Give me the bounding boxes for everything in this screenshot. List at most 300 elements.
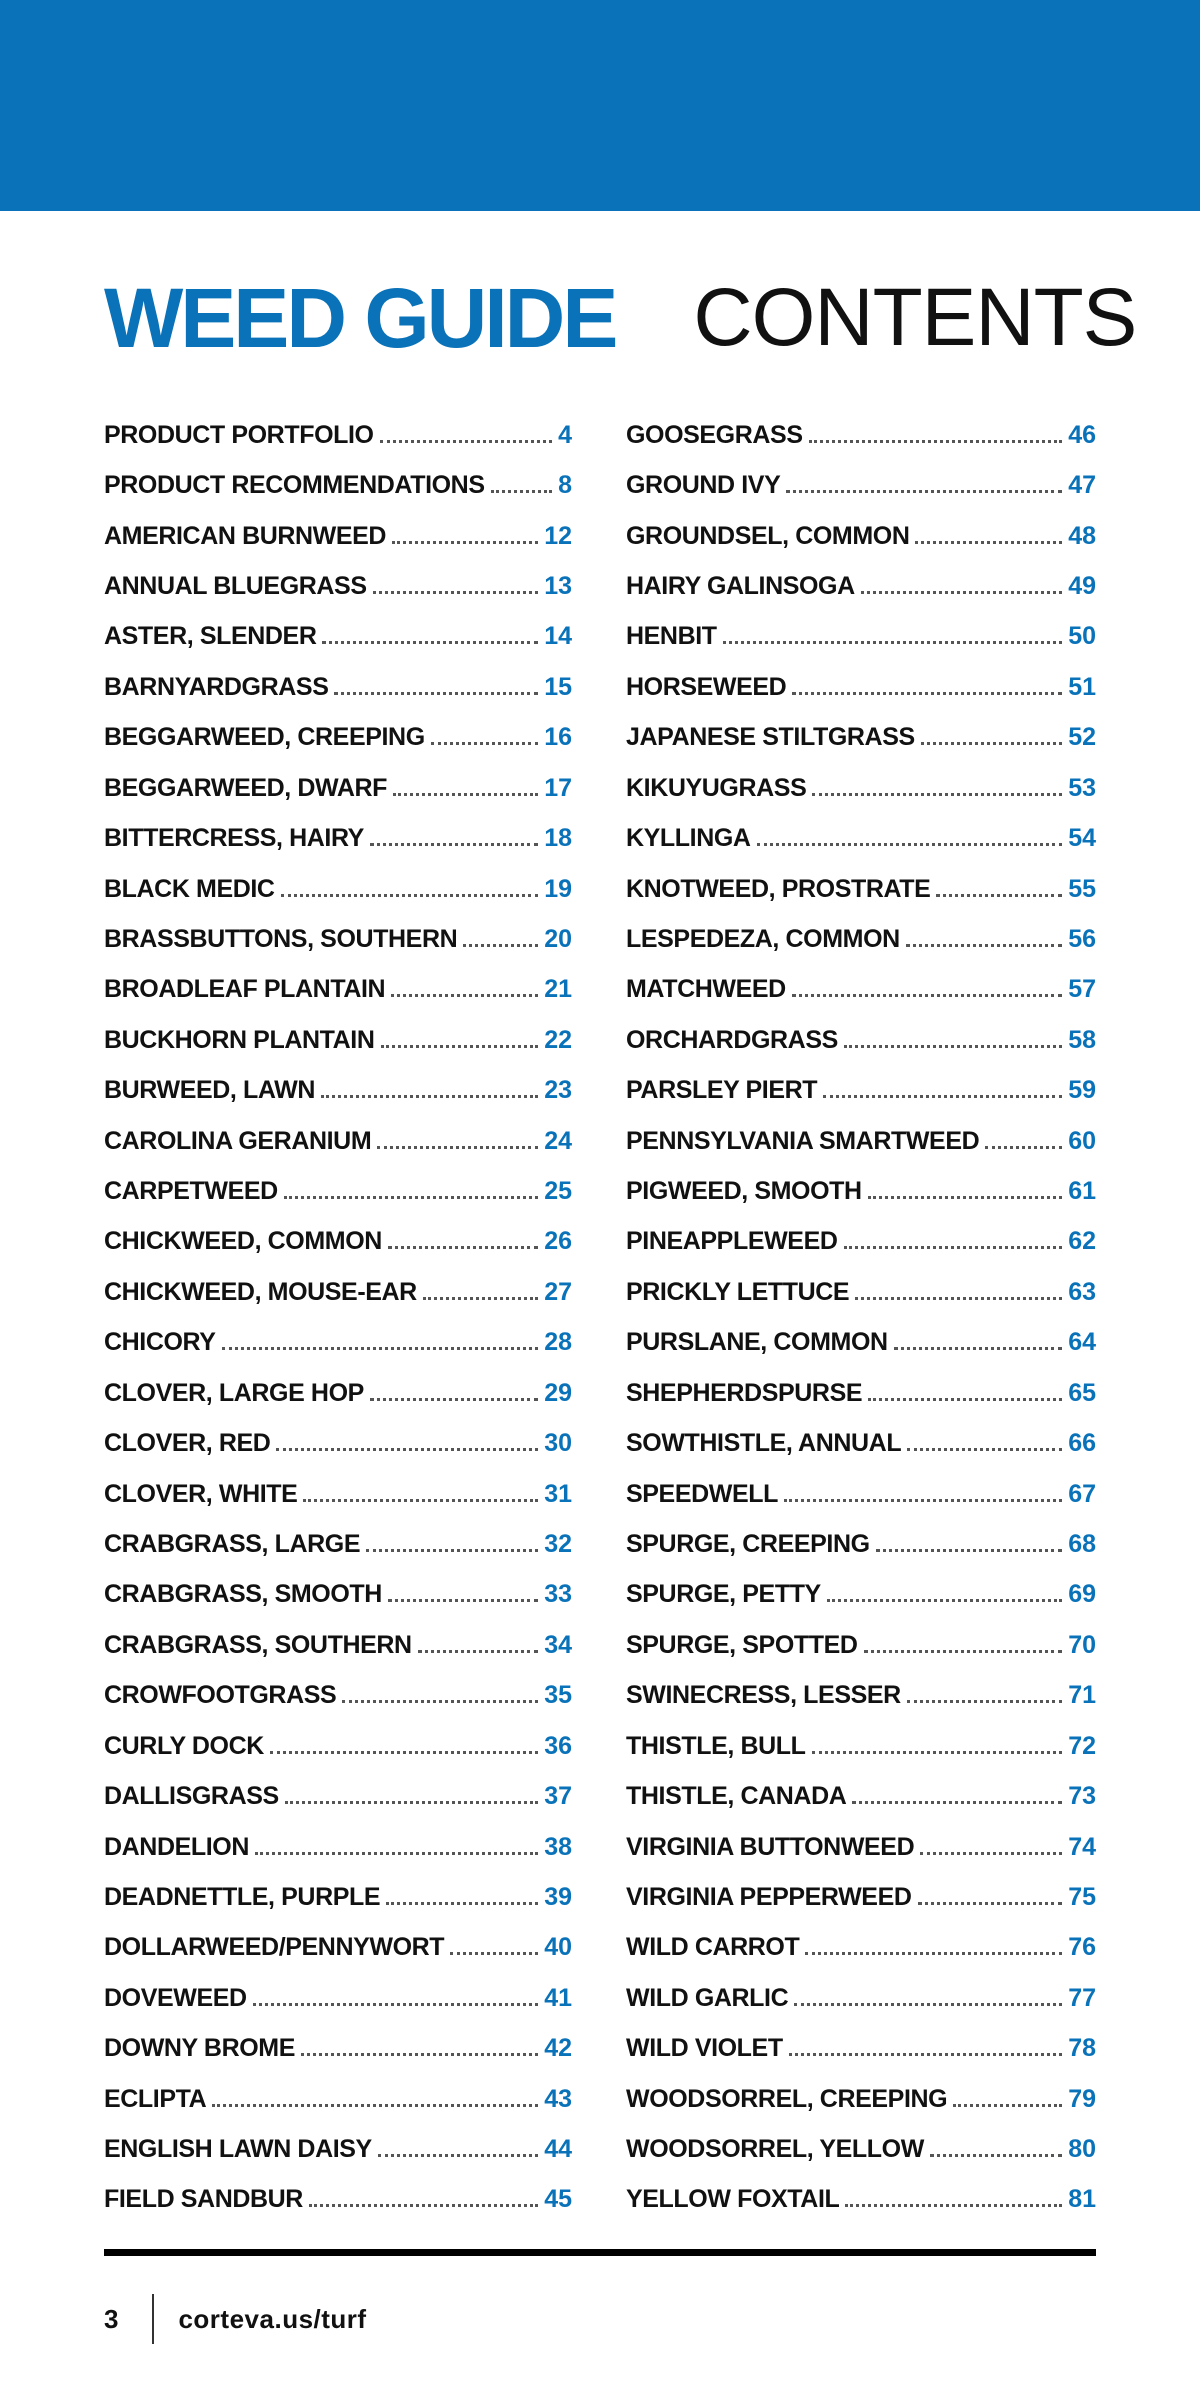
toc-entry-page: 80	[1068, 2135, 1096, 2164]
toc-entry[interactable]	[626, 763, 1096, 813]
toc-entry-name: DALLISGRASS	[104, 1782, 279, 1811]
toc-dot-leader	[270, 1751, 538, 1754]
toc-dot-leader	[303, 1499, 538, 1502]
toc-entry-name: DOLLARWEED/PENNYWORT	[104, 1933, 445, 1962]
toc-entry[interactable]	[626, 1872, 1096, 1922]
toc-entry-page: 81	[1068, 2185, 1096, 2214]
toc-dot-leader	[222, 1347, 539, 1350]
toc-dot-leader	[855, 1297, 1062, 1300]
toc-entry-page: 26	[544, 1227, 572, 1256]
toc-entry[interactable]	[104, 1318, 572, 1368]
toc-entry-page: 17	[544, 773, 572, 802]
toc-entry-page: 18	[544, 824, 572, 853]
toc-entry-page: 28	[544, 1328, 572, 1357]
toc-dot-leader	[786, 490, 1062, 493]
toc-entry[interactable]	[104, 2024, 572, 2074]
toc-entry-page: 20	[544, 924, 572, 953]
toc-entry-name: BLACK MEDIC	[104, 874, 275, 903]
toc-entry-page: 76	[1068, 1933, 1096, 1962]
toc-entry-page: 12	[544, 521, 572, 550]
toc-entry[interactable]	[626, 1418, 1096, 1468]
toc-entry-name: ENGLISH LAWN DAISY	[104, 2135, 372, 2164]
toc-entry[interactable]	[104, 460, 572, 510]
toc-entry-page: 77	[1068, 1983, 1096, 2012]
table-of-contents	[104, 410, 1096, 2225]
toc-entry[interactable]	[626, 1166, 1096, 1216]
toc-entry[interactable]	[626, 965, 1096, 1015]
toc-entry-page: 33	[544, 1580, 572, 1609]
toc-entry-page: 72	[1068, 1731, 1096, 1760]
toc-entry-page: 30	[544, 1429, 572, 1458]
toc-dot-leader	[920, 1852, 1062, 1855]
header-band	[0, 0, 1200, 211]
footer-divider	[152, 2294, 154, 2344]
toc-entry-name: DEADNETTLE, PURPLE	[104, 1882, 381, 1911]
toc-dot-leader	[906, 944, 1062, 947]
toc-entry-name: HORSEWEED	[626, 672, 787, 701]
toc-dot-leader	[827, 1599, 1062, 1602]
toc-dot-leader	[868, 1398, 1062, 1401]
toc-entry-name: BARNYARDGRASS	[104, 672, 329, 701]
toc-entry[interactable]	[104, 1065, 572, 1115]
toc-entry-page: 66	[1068, 1429, 1096, 1458]
toc-dot-leader	[784, 1499, 1062, 1502]
toc-entry-page: 79	[1068, 2084, 1096, 2113]
toc-entry-name: VIRGINIA PEPPERWEED	[626, 1882, 912, 1911]
toc-entry[interactable]	[626, 2074, 1096, 2124]
toc-entry-name: CURLY DOCK	[104, 1731, 264, 1760]
toc-dot-leader	[868, 1196, 1063, 1199]
toc-entry-name: CRABGRASS, LARGE	[104, 1529, 361, 1558]
toc-dot-leader	[861, 591, 1062, 594]
toc-entry-page: 49	[1068, 571, 1096, 600]
toc-entry-page: 65	[1068, 1378, 1096, 1407]
toc-entry[interactable]	[104, 1368, 572, 1418]
toc-entry-page: 69	[1068, 1580, 1096, 1609]
toc-entry-page: 54	[1068, 824, 1096, 853]
toc-dot-leader	[918, 1902, 1063, 1905]
toc-entry-page: 64	[1068, 1328, 1096, 1357]
toc-entry-name: HAIRY GALINSOGA	[626, 571, 855, 600]
toc-entry[interactable]	[626, 1671, 1096, 1721]
toc-entry[interactable]	[104, 864, 572, 914]
toc-entry-page: 24	[544, 1126, 572, 1155]
toc-entry-page: 35	[544, 1681, 572, 1710]
toc-entry-name: PRODUCT PORTFOLIO	[104, 420, 374, 449]
toc-entry[interactable]	[626, 1318, 1096, 1368]
toc-entry[interactable]	[626, 1519, 1096, 1569]
toc-entry[interactable]	[626, 1822, 1096, 1872]
toc-entry-name: DOVEWEED	[104, 1983, 247, 2012]
toc-dot-leader	[845, 2204, 1062, 2207]
toc-entry-name: CROWFOOTGRASS	[104, 1681, 337, 1710]
toc-entry-page: 8	[558, 471, 572, 500]
toc-entry-page: 25	[544, 1177, 572, 1206]
toc-entry-page: 4	[558, 420, 572, 449]
footer-rule	[104, 2249, 1096, 2256]
toc-dot-leader	[255, 1852, 538, 1855]
toc-column-left	[104, 410, 572, 2225]
toc-dot-leader	[907, 1700, 1062, 1703]
toc-entry-name: PRODUCT RECOMMENDATIONS	[104, 471, 485, 500]
toc-entry-page: 44	[544, 2135, 572, 2164]
toc-dot-leader	[907, 1448, 1062, 1451]
toc-entry-name: CAROLINA GERANIUM	[104, 1126, 372, 1155]
toc-entry-page: 60	[1068, 1126, 1096, 1155]
toc-entry-name: BEGGARWEED, CREEPING	[104, 723, 425, 752]
toc-entry[interactable]	[626, 2124, 1096, 2174]
toc-entry-name: THISTLE, BULL	[626, 1731, 806, 1760]
toc-entry-name: SWINECRESS, LESSER	[626, 1681, 901, 1710]
toc-entry-name: PENNSYLVANIA SMARTWEED	[626, 1126, 980, 1155]
toc-entry-name: ORCHARDGRASS	[626, 1025, 838, 1054]
toc-entry-page: 74	[1068, 1832, 1096, 1861]
toc-entry-name: AMERICAN BURNWEED	[104, 521, 387, 550]
toc-entry[interactable]	[626, 1015, 1096, 1065]
toc-entry-name: CLOVER, WHITE	[104, 1479, 298, 1508]
toc-entry[interactable]	[104, 914, 572, 964]
toc-entry[interactable]	[626, 612, 1096, 662]
toc-dot-leader	[366, 1549, 538, 1552]
toc-entry[interactable]	[104, 2175, 572, 2225]
toc-dot-leader	[936, 894, 1062, 897]
toc-entry[interactable]	[626, 1620, 1096, 1670]
toc-entry[interactable]	[104, 1620, 572, 1670]
toc-dot-leader	[276, 1448, 538, 1451]
toc-dot-leader	[334, 692, 538, 695]
toc-entry[interactable]	[104, 410, 572, 460]
toc-entry[interactable]	[626, 2024, 1096, 2074]
toc-dot-leader	[491, 490, 552, 493]
toc-dot-leader	[342, 1700, 538, 1703]
toc-entry-page: 38	[544, 1832, 572, 1861]
toc-entry-name: KIKUYUGRASS	[626, 773, 807, 802]
toc-dot-leader	[309, 2204, 538, 2207]
toc-entry-name: BUCKHORN PLANTAIN	[104, 1025, 375, 1054]
toc-entry[interactable]	[104, 1116, 572, 1166]
toc-entry[interactable]	[104, 1217, 572, 1267]
toc-entry-page: 56	[1068, 924, 1096, 953]
toc-entry-name: WOODSORREL, YELLOW	[626, 2135, 924, 2164]
toc-entry[interactable]	[626, 662, 1096, 712]
toc-entry-name: THISTLE, CANADA	[626, 1782, 847, 1811]
toc-entry-name: SHEPHERDSPURSE	[626, 1378, 863, 1407]
toc-entry-page: 71	[1068, 1681, 1096, 1710]
toc-dot-leader	[852, 1801, 1062, 1804]
toc-dot-leader	[377, 1146, 538, 1149]
toc-dot-leader	[915, 541, 1062, 544]
toc-entry-name: LESPEDEZA, COMMON	[626, 924, 900, 953]
toc-entry-page: 39	[544, 1882, 572, 1911]
toc-dot-leader	[792, 692, 1062, 695]
toc-entry-page: 21	[544, 975, 572, 1004]
toc-dot-leader	[921, 742, 1062, 745]
toc-entry-name: CLOVER, LARGE HOP	[104, 1378, 364, 1407]
toc-dot-leader	[450, 1952, 538, 1955]
toc-entry-page: 67	[1068, 1479, 1096, 1508]
toc-entry-name: CHICORY	[104, 1328, 216, 1357]
toc-entry-page: 50	[1068, 622, 1096, 651]
toc-entry[interactable]	[626, 1368, 1096, 1418]
title-contents: CONTENTS	[693, 272, 1137, 363]
toc-entry-name: SPEEDWELL	[626, 1479, 778, 1508]
toc-entry[interactable]	[104, 1015, 572, 1065]
toc-dot-leader	[894, 1347, 1063, 1350]
toc-entry[interactable]	[104, 511, 572, 561]
toc-entry-name: CRABGRASS, SMOOTH	[104, 1580, 382, 1609]
toc-entry-page: 59	[1068, 1076, 1096, 1105]
toc-entry[interactable]	[104, 965, 572, 1015]
toc-entry-name: CRABGRASS, SOUTHERN	[104, 1630, 412, 1659]
toc-entry[interactable]	[626, 460, 1096, 510]
toc-dot-leader	[789, 2053, 1062, 2056]
toc-entry-name: MATCHWEED	[626, 975, 786, 1004]
toc-entry-name: BRASSBUTTONS, SOUTHERN	[104, 924, 458, 953]
toc-entry[interactable]	[626, 511, 1096, 561]
toc-dot-leader	[380, 440, 553, 443]
toc-entry[interactable]	[104, 1671, 572, 1721]
toc-entry-page: 27	[544, 1277, 572, 1306]
toc-entry-page: 31	[544, 1479, 572, 1508]
toc-entry-page: 52	[1068, 723, 1096, 752]
toc-entry-page: 75	[1068, 1882, 1096, 1911]
toc-entry[interactable]	[104, 1973, 572, 2023]
toc-entry-name: ECLIPTA	[104, 2084, 207, 2113]
toc-entry-page: 37	[544, 1782, 572, 1811]
toc-entry[interactable]	[104, 662, 572, 712]
toc-entry-name: WOODSORREL, CREEPING	[626, 2084, 948, 2113]
toc-dot-leader	[431, 742, 538, 745]
toc-dot-leader	[301, 2053, 538, 2056]
toc-entry[interactable]	[626, 561, 1096, 611]
toc-dot-leader	[794, 2003, 1062, 2006]
toc-dot-leader	[253, 2003, 539, 2006]
toc-entry-page: 13	[544, 571, 572, 600]
toc-entry[interactable]	[626, 1570, 1096, 1620]
toc-entry-name: PIGWEED, SMOOTH	[626, 1177, 862, 1206]
toc-entry-page: 32	[544, 1529, 572, 1558]
toc-entry-name: SPURGE, CREEPING	[626, 1529, 870, 1558]
footer-url-link[interactable]: corteva.us/turf	[178, 2303, 367, 2334]
toc-dot-leader	[321, 1095, 538, 1098]
toc-dot-leader	[281, 894, 539, 897]
toc-entry-page: 70	[1068, 1630, 1096, 1659]
toc-entry-page: 29	[544, 1378, 572, 1407]
toc-dot-leader	[823, 1095, 1062, 1098]
toc-entry-name: PRICKLY LETTUCE	[626, 1277, 850, 1306]
toc-entry[interactable]	[104, 1267, 572, 1317]
toc-entry-page: 78	[1068, 2034, 1096, 2063]
toc-entry[interactable]	[104, 1771, 572, 1821]
toc-entry[interactable]	[104, 612, 572, 662]
toc-entry-name: KYLLINGA	[626, 824, 751, 853]
toc-dot-leader	[388, 1246, 538, 1249]
toc-entry[interactable]	[104, 1822, 572, 1872]
toc-entry[interactable]	[104, 1519, 572, 1569]
toc-entry[interactable]	[104, 1923, 572, 1973]
toc-dot-leader	[391, 994, 538, 997]
toc-entry-name: GOOSEGRASS	[626, 420, 803, 449]
toc-entry-name: GROUND IVY	[626, 471, 781, 500]
page-title	[104, 268, 1137, 368]
toc-dot-leader	[423, 1297, 538, 1300]
toc-entry-page: 73	[1068, 1782, 1096, 1811]
footer-page-number: 3	[104, 2303, 119, 2334]
toc-entry-page: 46	[1068, 420, 1096, 449]
toc-entry-page: 45	[544, 2185, 572, 2214]
toc-column-right	[626, 410, 1096, 2225]
toc-entry-page: 57	[1068, 975, 1096, 1004]
toc-entry-page: 40	[544, 1933, 572, 1962]
toc-entry-name: BROADLEAF PLANTAIN	[104, 975, 386, 1004]
toc-entry-page: 48	[1068, 521, 1096, 550]
toc-entry-page: 42	[544, 2034, 572, 2063]
toc-entry[interactable]	[626, 1923, 1096, 1973]
toc-entry[interactable]	[104, 561, 572, 611]
toc-dot-leader	[809, 440, 1063, 443]
toc-entry-page: 43	[544, 2084, 572, 2113]
toc-entry-name: JAPANESE STILTGRASS	[626, 723, 915, 752]
toc-entry-page: 53	[1068, 773, 1096, 802]
toc-dot-leader	[388, 1599, 538, 1602]
toc-dot-leader	[370, 843, 538, 846]
toc-entry[interactable]	[104, 2124, 572, 2174]
toc-entry-page: 16	[544, 723, 572, 752]
toc-entry[interactable]	[104, 1570, 572, 1620]
toc-dot-leader	[930, 2154, 1062, 2157]
toc-dot-leader	[418, 1650, 538, 1653]
toc-entry-page: 36	[544, 1731, 572, 1760]
toc-entry-name: YELLOW FOXTAIL	[626, 2185, 840, 2214]
toc-entry-page: 63	[1068, 1277, 1096, 1306]
toc-entry[interactable]	[626, 914, 1096, 964]
toc-entry-name: DANDELION	[104, 1832, 250, 1861]
toc-dot-leader	[212, 2104, 538, 2107]
toc-entry[interactable]	[104, 1872, 572, 1922]
toc-entry-name: ANNUAL BLUEGRASS	[104, 571, 367, 600]
toc-entry[interactable]	[626, 1267, 1096, 1317]
toc-dot-leader	[370, 1398, 538, 1401]
toc-entry-page: 68	[1068, 1529, 1096, 1558]
toc-dot-leader	[392, 541, 538, 544]
toc-entry-name: BEGGARWEED, DWARF	[104, 773, 388, 802]
toc-dot-leader	[792, 994, 1062, 997]
toc-entry-page: 34	[544, 1630, 572, 1659]
toc-entry-name: CARPETWEED	[104, 1177, 278, 1206]
toc-entry-name: KNOTWEED, PROSTRATE	[626, 874, 931, 903]
toc-dot-leader	[812, 793, 1062, 796]
toc-dot-leader	[381, 1045, 539, 1048]
title-weed-guide: WEED GUIDE	[104, 270, 616, 365]
toc-dot-leader	[876, 1549, 1063, 1552]
toc-entry[interactable]	[104, 763, 572, 813]
toc-dot-leader	[285, 1801, 538, 1804]
toc-dot-leader	[284, 1196, 538, 1199]
toc-entry-page: 47	[1068, 471, 1096, 500]
toc-entry-name: CHICKWEED, MOUSE-EAR	[104, 1277, 417, 1306]
toc-entry-page: 14	[544, 622, 572, 651]
toc-dot-leader	[953, 2104, 1062, 2107]
toc-entry-name: PINEAPPLEWEED	[626, 1227, 838, 1256]
toc-entry-page: 61	[1068, 1177, 1096, 1206]
toc-entry-page: 19	[544, 874, 572, 903]
toc-entry[interactable]	[626, 1116, 1096, 1166]
toc-dot-leader	[322, 641, 538, 644]
toc-dot-leader	[386, 1902, 538, 1905]
toc-entry[interactable]	[626, 713, 1096, 763]
toc-entry[interactable]	[104, 813, 572, 863]
toc-entry[interactable]	[626, 1217, 1096, 1267]
toc-entry[interactable]	[626, 1469, 1096, 1519]
toc-entry[interactable]	[626, 2175, 1096, 2225]
toc-dot-leader	[864, 1650, 1063, 1653]
toc-dot-leader	[373, 591, 539, 594]
toc-entry-name: WILD VIOLET	[626, 2034, 783, 2063]
toc-entry-name: ASTER, SLENDER	[104, 622, 317, 651]
toc-entry-page: 15	[544, 672, 572, 701]
toc-entry-name: CHICKWEED, COMMON	[104, 1227, 382, 1256]
toc-entry[interactable]	[104, 1721, 572, 1771]
toc-entry[interactable]	[626, 1721, 1096, 1771]
toc-entry-page: 55	[1068, 874, 1096, 903]
toc-entry[interactable]	[626, 1973, 1096, 2023]
toc-entry[interactable]	[104, 1166, 572, 1216]
toc-entry[interactable]	[626, 864, 1096, 914]
toc-entry[interactable]	[104, 2074, 572, 2124]
toc-entry-name: PARSLEY PIERT	[626, 1076, 818, 1105]
toc-dot-leader	[812, 1751, 1063, 1754]
toc-entry-name: SOWTHISTLE, ANNUAL	[626, 1429, 902, 1458]
toc-entry[interactable]	[626, 1771, 1096, 1821]
toc-entry-name: FIELD SANDBUR	[104, 2185, 303, 2214]
toc-entry-name: VIRGINIA BUTTONWEED	[626, 1832, 915, 1861]
toc-entry-name: BURWEED, LAWN	[104, 1076, 315, 1105]
toc-entry-page: 58	[1068, 1025, 1096, 1054]
footer	[104, 2294, 367, 2344]
toc-entry-name: WILD CARROT	[626, 1933, 800, 1962]
toc-entry-page: 22	[544, 1025, 572, 1054]
toc-dot-leader	[393, 793, 538, 796]
toc-entry-name: SPURGE, PETTY	[626, 1580, 821, 1609]
toc-dot-leader	[844, 1045, 1062, 1048]
toc-entry[interactable]	[626, 813, 1096, 863]
toc-entry-page: 23	[544, 1076, 572, 1105]
toc-entry[interactable]	[104, 1469, 572, 1519]
toc-entry-name: SPURGE, SPOTTED	[626, 1630, 858, 1659]
toc-entry-name: DOWNY BROME	[104, 2034, 295, 2063]
toc-entry-page: 41	[544, 1983, 572, 2012]
toc-entry-name: PURSLANE, COMMON	[626, 1328, 888, 1357]
toc-dot-leader	[757, 843, 1063, 846]
toc-dot-leader	[378, 2154, 538, 2157]
toc-entry-page: 51	[1068, 672, 1096, 701]
toc-entry[interactable]	[626, 410, 1096, 460]
toc-dot-leader	[985, 1146, 1062, 1149]
toc-entry[interactable]	[626, 1065, 1096, 1115]
toc-entry-name: BITTERCRESS, HAIRY	[104, 824, 364, 853]
toc-entry[interactable]	[104, 713, 572, 763]
toc-dot-leader	[723, 641, 1063, 644]
toc-entry-name: HENBIT	[626, 622, 717, 651]
toc-entry-name: WILD GARLIC	[626, 1983, 789, 2012]
toc-dot-leader	[805, 1952, 1062, 1955]
toc-dot-leader	[844, 1246, 1063, 1249]
toc-entry-name: CLOVER, RED	[104, 1429, 271, 1458]
toc-entry-page: 62	[1068, 1227, 1096, 1256]
toc-entry[interactable]	[104, 1418, 572, 1468]
toc-entry-name: GROUNDSEL, COMMON	[626, 521, 910, 550]
toc-dot-leader	[463, 944, 538, 947]
